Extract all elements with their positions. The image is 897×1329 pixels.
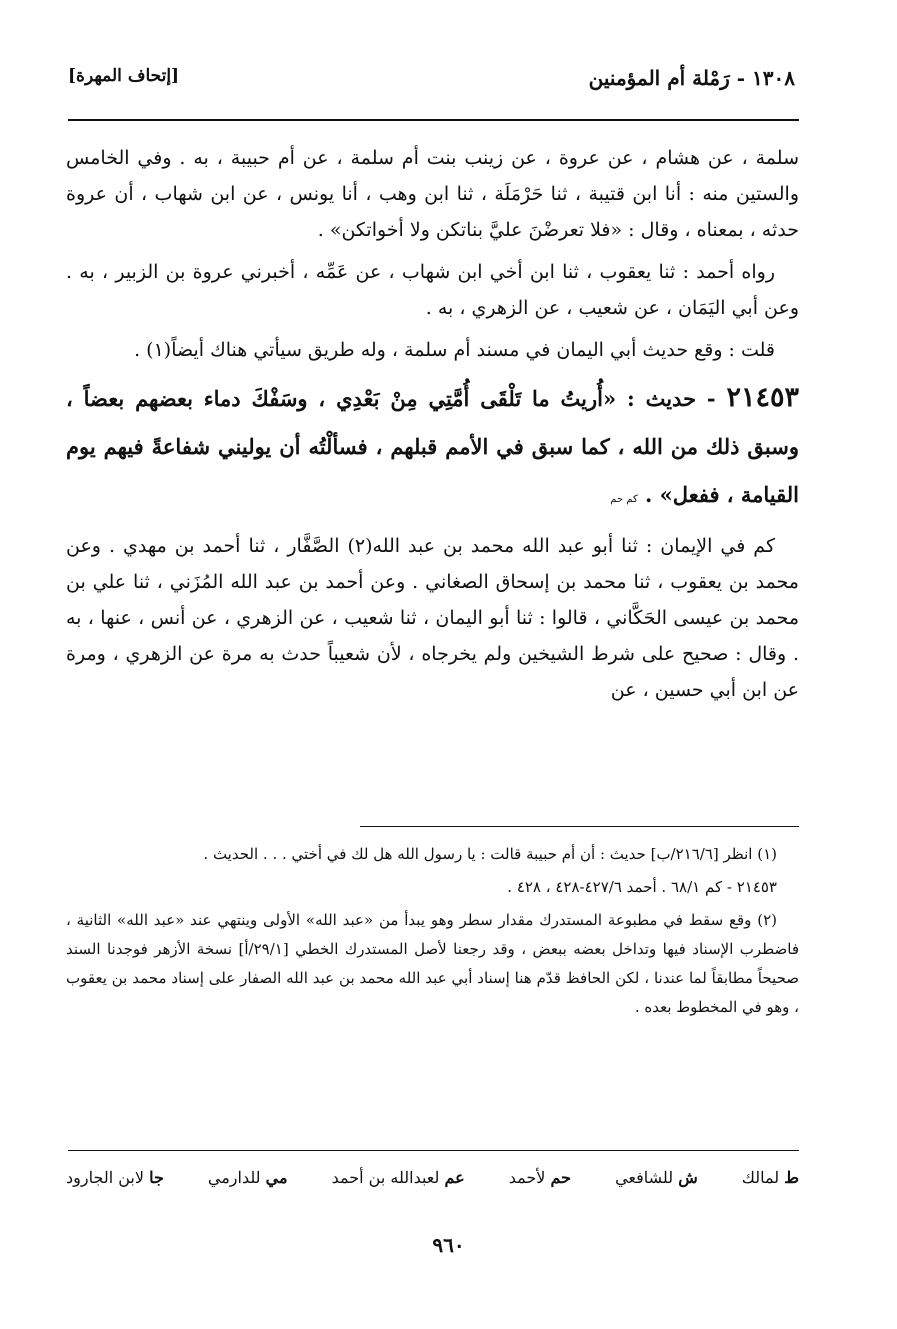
abbr-item: ط لمالك bbox=[741, 1168, 799, 1187]
abbr-item: جا لابن الجارود bbox=[66, 1168, 164, 1187]
footnotes bbox=[66, 840, 799, 1026]
abbr-item: عم لعبدالله بن أحمد bbox=[331, 1168, 465, 1187]
hadith-number: ٢١٤٥٣ bbox=[726, 382, 800, 413]
abbreviations-key bbox=[66, 1168, 799, 1187]
hadith-text: - حديث : «أُريتُ ما تَلْقَى أُمَّتِي مِنْ بَعْدِي ، وسَفْكَ دماء بعضهم بعضاً ، وسبق ذلك من الله ، كما سبق في الأمم قبلهم ، فسألْتُه أن يوليني شفاعةً فيهم يوم القيامة ، ففعل» . bbox=[66, 386, 799, 507]
footnote-1: (١) انظر [٢١٦/٦/ب] حديث : أن أم حبيبة قالت : يا رسول الله هل لك في أختي . . . الحديث . bbox=[203, 845, 777, 863]
page-number: ٩٦٠ bbox=[432, 1233, 465, 1257]
abbreviations-rule bbox=[68, 1150, 799, 1151]
abbr-item: ش للشافعي bbox=[615, 1168, 698, 1187]
hadith-heading bbox=[66, 374, 799, 524]
running-header-title: ١٣٠٨ - رَمْلة أم المؤمنين bbox=[588, 66, 795, 90]
abbr-item: حم لأحمد bbox=[508, 1168, 572, 1187]
footnote-2: (٢) وقع سقط في مطبوعة المستدرك مقدار سطر وهو يبدأ من «عبد الله» الأولى وينتهي عند «عبد الله» الثانية ، فاضطرب الإسناد فيها وتداخل بعضه ببعض ، وقد رجعنا لأصل المستدرك الخطي [٢٩/١/أ] نسخة الأزهر فوجدنا السند صحيحاً مطابقاً لما عندنا ، لكن الحافظ قدّم هنا إسناد أبي عبد الله محمد بن عبد الله الصفار على إسناد محمد بن يعقوب ، وهو في المخطوط بعده . bbox=[66, 911, 799, 1016]
paragraph-continuation: سلمة ، عن هشام ، عن عروة ، عن زينب بنت أم سلمة ، عن أم حبيبة ، به . وفي الخامس والستين منه : أنا ابن قتيبة ، ثنا حَرْمَلَة ، ثنا ابن وهب ، أنا يونس ، عن ابن شهاب ، أن عروة حدثه ، بمعناه ، وقال : «فلا تعرضْنَ عليَّ بناتكن ولا أخواتكن» . bbox=[66, 147, 799, 241]
header-rule bbox=[68, 119, 799, 121]
footnote-reference: ٢١٤٥٣ - كم ٦٨/١ . أحمد ٤٢٧/٦-٤٢٨ ، ٤٢٨ . bbox=[507, 878, 777, 896]
running-header-book: [إتحاف المهرة] bbox=[68, 66, 180, 86]
footnote-rule bbox=[360, 826, 799, 827]
hadith-gloss: كم حم bbox=[610, 494, 638, 505]
paragraph-note: قلت : وقع حديث أبي اليمان في مسند أم سلمة ، وله طريق سيأتي هناك أيضاً(١) . bbox=[134, 339, 775, 361]
main-text bbox=[66, 140, 799, 714]
abbr-item: مي للدارمي bbox=[207, 1168, 288, 1187]
paragraph-ahmad: رواه أحمد : ثنا يعقوب ، ثنا ابن أخي ابن شهاب ، عن عَمِّه ، أخبرني عروة بن الزبير ، به . وعن أبي اليَمَان ، عن شعيب ، عن الزهري ، به . bbox=[66, 261, 799, 319]
paragraph-isnad: كم في الإيمان : ثنا أبو عبد الله محمد بن عبد الله(٢) الصَّفَّار ، ثنا أحمد بن مهدي . وعن محمد بن يعقوب ، ثنا محمد بن إسحاق الصغاني . وعن أحمد بن عبد الله المُزَني ، ثنا علي بن محمد بن عيسى الحَكَّاني ، قالوا : ثنا أبو اليمان ، ثنا شعيب ، عن الزهري ، عن أنس ، عنها ، به . وقال : صحيح على شرط الشيخين ولم يخرجاه ، لأن شعيباً حدث به مرة عن الزهري ، ومرة عن ابن أبي حسين ، عن bbox=[66, 535, 799, 701]
